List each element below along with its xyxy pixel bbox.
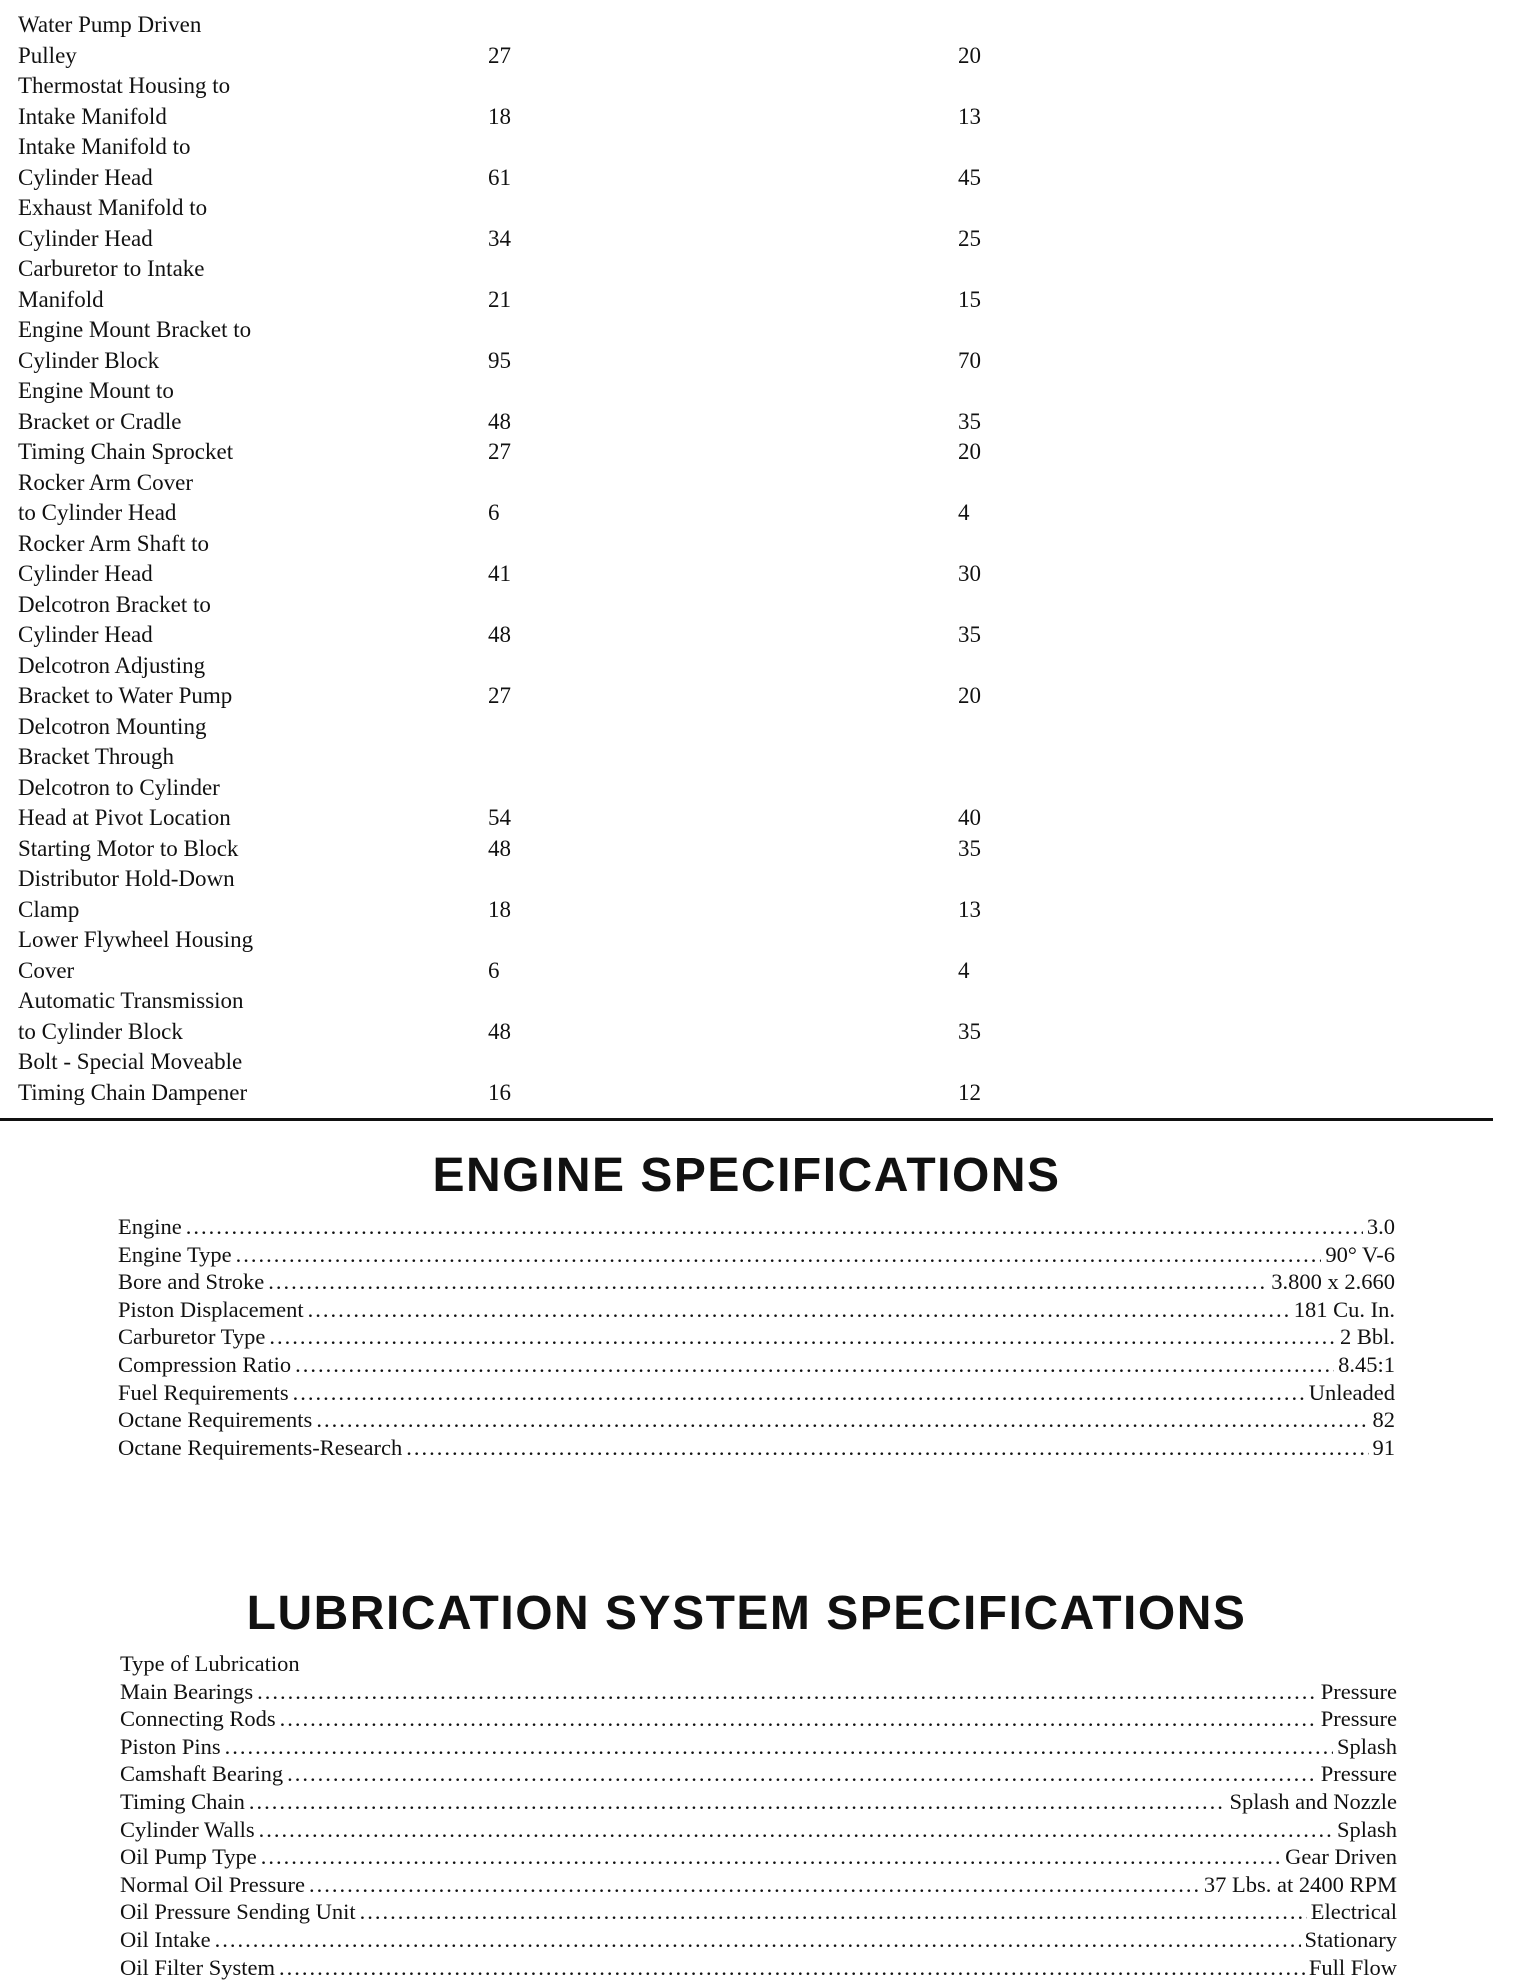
- spec-row: [118, 1213, 1395, 1241]
- torque-item-label: to Cylinder Head: [18, 500, 177, 525]
- torque-item-label: to Cylinder Block: [18, 1018, 183, 1044]
- spec-label: Carburetor Type: [118, 1324, 266, 1350]
- spec-label: Octane Requirements-Research: [118, 1434, 403, 1460]
- dot-leader: [259, 1816, 1333, 1844]
- torque-item-label: Cylinder Head: [18, 225, 153, 251]
- table-row: [18, 651, 1418, 712]
- torque-value-nm: 27: [488, 683, 511, 708]
- spec-label: Engine: [118, 1214, 182, 1239]
- spec-label: Fuel Requirements: [118, 1379, 289, 1405]
- table-row: [18, 132, 1418, 193]
- spec-value: Pressure: [1320, 1706, 1397, 1732]
- torque-item-label: Carburetor to Intake: [18, 256, 205, 281]
- table-row: [18, 437, 1418, 468]
- spec-row: [118, 1323, 1395, 1351]
- torque-item-label: Thermostat Housing to: [18, 73, 231, 98]
- spec-value: Splash: [1336, 1733, 1397, 1759]
- torque-table: [18, 10, 1418, 1108]
- torque-value-nm: 54: [488, 805, 511, 830]
- torque-item-label: Timing Chain Dampener: [18, 1079, 248, 1105]
- torque-item-label: Cylinder Block: [18, 347, 160, 373]
- torque-value-nm: 48: [488, 408, 511, 434]
- torque-item-label: Clamp: [18, 896, 80, 922]
- spec-value: 2 Bbl.: [1339, 1324, 1395, 1350]
- spec-label: Oil Pump Type: [120, 1844, 257, 1870]
- dot-leader: [236, 1241, 1322, 1269]
- torque-value-nm: 18: [488, 896, 511, 922]
- torque-value-ft-lbs: 30: [958, 561, 981, 586]
- spec-label: Bore and Stroke: [118, 1269, 265, 1295]
- torque-value-nm: 61: [488, 164, 511, 190]
- torque-item-label: Delcotron Adjusting: [18, 652, 206, 678]
- torque-item-label: Distributor Hold-Down: [18, 866, 235, 891]
- spec-value: Gear Driven: [1285, 1844, 1397, 1870]
- spec-value: Unleaded: [1308, 1379, 1395, 1405]
- dot-leader: [287, 1760, 1317, 1788]
- torque-item-label: Cylinder Head: [18, 622, 153, 647]
- spec-label: Oil Pressure Sending Unit: [120, 1899, 356, 1925]
- spec-value: 181 Cu. In.: [1293, 1296, 1395, 1322]
- torque-value-nm: 41: [488, 561, 511, 586]
- spec-label: Piston Displacement: [118, 1296, 304, 1322]
- spec-label: Engine Type: [118, 1241, 232, 1267]
- torque-value-ft-lbs: 20: [958, 42, 981, 68]
- spec-label: Connecting Rods: [120, 1706, 276, 1732]
- spec-label: Cylinder Walls: [120, 1816, 255, 1842]
- dot-leader: [280, 1705, 1317, 1733]
- dot-leader: [406, 1434, 1368, 1462]
- spec-label: Timing Chain: [120, 1788, 245, 1814]
- torque-value-ft-lbs: 13: [958, 103, 981, 129]
- spec-value: 82: [1372, 1407, 1395, 1433]
- torque-item-label: Cylinder Head: [18, 561, 153, 586]
- torque-value-ft-lbs: 35: [958, 835, 981, 861]
- torque-value-ft-lbs: 15: [958, 286, 981, 312]
- torque-value-nm: 18: [488, 103, 511, 129]
- torque-item-label: Water Pump Driven: [18, 12, 202, 37]
- spec-label: Camshaft Bearing: [120, 1761, 284, 1787]
- torque-item-label: Bracket to Water Pump: [18, 683, 233, 708]
- dot-leader: [268, 1268, 1267, 1296]
- torque-value-ft-lbs: 35: [958, 408, 981, 434]
- spec-row: [120, 1705, 1397, 1733]
- table-row: [18, 986, 1418, 1047]
- table-row: [18, 864, 1418, 925]
- torque-item-label: Manifold: [18, 286, 104, 312]
- spec-row: [120, 1788, 1397, 1816]
- dot-leader: [269, 1323, 1336, 1351]
- spec-row: [120, 1926, 1397, 1954]
- spec-value: Full Flow: [1308, 1954, 1397, 1980]
- table-row: [18, 254, 1418, 315]
- table-row: [18, 193, 1418, 254]
- lubrication-specifications-list: [120, 1650, 1397, 1981]
- engine-specifications-heading: ENGINE SPECIFICATIONS: [432, 1149, 1061, 1202]
- torque-value-ft-lbs: 13: [958, 896, 981, 922]
- torque-item-label: Intake Manifold to: [18, 134, 191, 159]
- spec-row: [120, 1678, 1397, 1706]
- spec-row: [118, 1406, 1395, 1434]
- table-row: [18, 71, 1418, 132]
- torque-item-label: Timing Chain Sprocket: [18, 439, 234, 464]
- torque-value-ft-lbs: 12: [958, 1079, 981, 1105]
- spec-value: 91: [1372, 1434, 1395, 1460]
- torque-item-label: Engine Mount Bracket to: [18, 317, 252, 342]
- table-row: [18, 529, 1418, 590]
- torque-value-nm: 34: [488, 225, 511, 251]
- table-row: [18, 10, 1418, 71]
- spec-row: [118, 1241, 1395, 1269]
- spec-row: [118, 1296, 1395, 1324]
- dot-leader: [316, 1406, 1368, 1434]
- spec-row: [120, 1843, 1397, 1871]
- torque-value-nm: 48: [488, 835, 511, 861]
- table-row: [18, 1047, 1418, 1108]
- spec-value: 3.800 x 2.660: [1271, 1269, 1395, 1295]
- dot-leader: [308, 1296, 1290, 1324]
- table-row: [18, 468, 1418, 529]
- spec-row: [118, 1268, 1395, 1296]
- spec-label: Main Bearings: [120, 1678, 254, 1704]
- torque-value-ft-lbs: 25: [958, 225, 981, 251]
- dot-leader: [215, 1926, 1301, 1954]
- dot-leader: [293, 1379, 1305, 1407]
- table-row: [18, 712, 1418, 834]
- spec-label: Oil Intake: [120, 1926, 211, 1952]
- torque-item-label: Pulley: [18, 42, 77, 68]
- spec-row: [118, 1379, 1395, 1407]
- spec-value: Stationary: [1304, 1926, 1397, 1952]
- spec-value: 90° V-6: [1325, 1241, 1395, 1267]
- torque-item-label: Bolt - Special Moveable: [18, 1049, 243, 1074]
- spec-row: [118, 1351, 1395, 1379]
- torque-value-nm: 16: [488, 1079, 511, 1105]
- spec-value: Pressure: [1320, 1761, 1397, 1787]
- dot-leader: [261, 1843, 1281, 1871]
- torque-value-ft-lbs: 20: [958, 439, 981, 464]
- torque-item-label: Bracket Through: [18, 744, 175, 769]
- torque-item-label: Delcotron Mounting: [18, 713, 207, 739]
- torque-value-ft-lbs: 4: [958, 957, 970, 983]
- torque-value-nm: 27: [488, 439, 511, 464]
- torque-value-ft-lbs: 20: [958, 683, 981, 708]
- spec-value: 8.45:1: [1338, 1351, 1395, 1377]
- spec-row: [120, 1733, 1397, 1761]
- spec-value: Splash: [1336, 1816, 1397, 1842]
- torque-value-nm: 6: [488, 500, 500, 525]
- dot-leader: [225, 1733, 1333, 1761]
- spec-value: Pressure: [1320, 1678, 1397, 1704]
- spec-label: Normal Oil Pressure: [120, 1871, 305, 1897]
- torque-value-ft-lbs: 40: [958, 805, 981, 830]
- torque-item-label: Engine Mount to: [18, 378, 174, 403]
- torque-item-label: Automatic Transmission: [18, 988, 244, 1013]
- torque-item-label: Cover: [18, 957, 75, 983]
- spec-value: 3.0: [1366, 1214, 1395, 1239]
- dot-leader: [279, 1954, 1305, 1981]
- torque-item-label: Rocker Arm Cover: [18, 469, 194, 495]
- torque-value-ft-lbs: 4: [958, 500, 970, 525]
- spec-value: Splash and Nozzle: [1229, 1788, 1397, 1814]
- lubrication-type-caption: Type of Lubrication: [120, 1651, 300, 1676]
- torque-item-label: Lower Flywheel Housing: [18, 927, 254, 952]
- table-row: [18, 834, 1418, 865]
- table-row: [18, 376, 1418, 437]
- section-divider: [0, 1118, 1493, 1121]
- spec-label: Oil Filter System: [120, 1954, 276, 1980]
- spec-row: [120, 1871, 1397, 1899]
- spec-value: Electrical: [1310, 1899, 1397, 1925]
- torque-item-label: Intake Manifold: [18, 103, 167, 129]
- table-row: [18, 590, 1418, 651]
- dot-leader: [360, 1898, 1307, 1926]
- torque-value-ft-lbs: 35: [958, 622, 981, 647]
- spec-row: [120, 1954, 1397, 1981]
- torque-value-nm: 95: [488, 347, 511, 373]
- torque-item-label: Head at Pivot Location: [18, 805, 231, 830]
- dot-leader: [249, 1788, 1226, 1816]
- table-row: [18, 925, 1418, 986]
- spec-row: [120, 1760, 1397, 1788]
- dot-leader: [295, 1351, 1334, 1379]
- spec-label: Octane Requirements: [118, 1407, 313, 1433]
- torque-value-nm: 6: [488, 957, 500, 983]
- torque-item-label: Delcotron to Cylinder: [18, 774, 220, 800]
- torque-value-ft-lbs: 45: [958, 164, 981, 190]
- torque-value-ft-lbs: 35: [958, 1018, 981, 1044]
- dot-leader: [186, 1213, 1363, 1241]
- torque-value-ft-lbs: 70: [958, 347, 981, 373]
- torque-item-label: Rocker Arm Shaft to: [18, 530, 209, 556]
- torque-item-label: Exhaust Manifold to: [18, 195, 208, 220]
- spec-label: Piston Pins: [120, 1733, 221, 1759]
- torque-value-nm: 48: [488, 1018, 511, 1044]
- torque-item-label: Delcotron Bracket to: [18, 591, 211, 617]
- spec-row: [120, 1898, 1397, 1926]
- spec-value: 37 Lbs. at 2400 RPM: [1203, 1871, 1397, 1897]
- torque-value-nm: 48: [488, 622, 511, 647]
- torque-item-label: Starting Motor to Block: [18, 835, 239, 861]
- table-row: [18, 315, 1418, 376]
- lubrication-specifications-heading: LUBRICATION SYSTEM SPECIFICATIONS: [246, 1587, 1247, 1640]
- dot-leader: [309, 1871, 1200, 1899]
- spec-row: [120, 1816, 1397, 1844]
- dot-leader: [257, 1678, 1317, 1706]
- engine-specifications-list: [118, 1213, 1395, 1461]
- spec-label: Compression Ratio: [118, 1351, 292, 1377]
- torque-value-nm: 21: [488, 286, 511, 312]
- torque-item-label: Bracket or Cradle: [18, 408, 182, 434]
- torque-value-nm: 27: [488, 42, 511, 68]
- torque-item-label: Cylinder Head: [18, 164, 153, 190]
- spec-row: [118, 1434, 1395, 1462]
